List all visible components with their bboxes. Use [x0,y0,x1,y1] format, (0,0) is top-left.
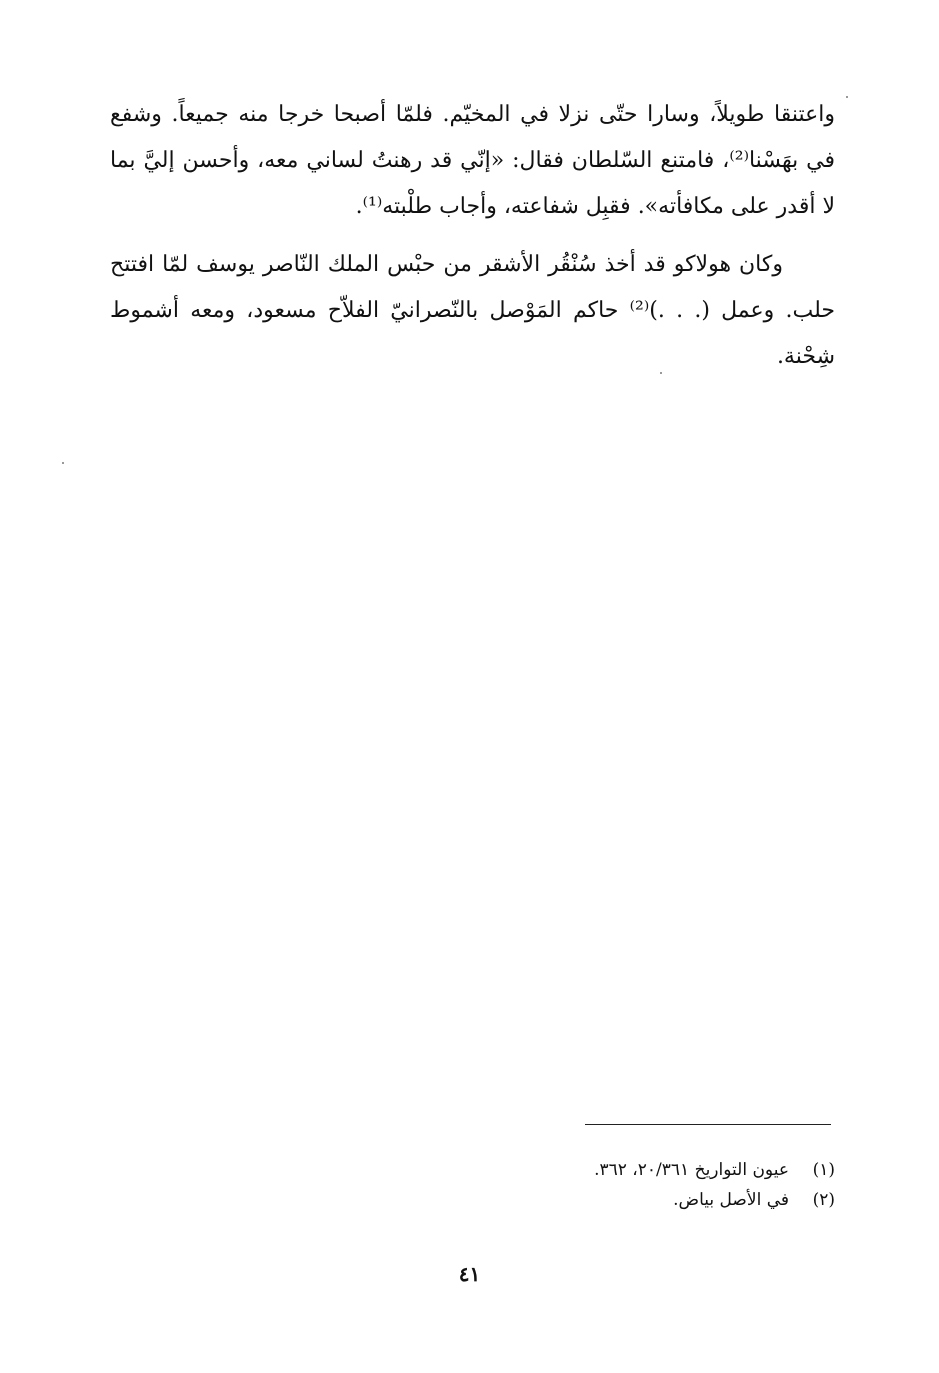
footnote-number: (١) [812,1160,835,1180]
footnote-text: في الأصل بياض. [673,1190,789,1210]
footnote-text: عيون التواريخ ٢٠/٣٦١، ٣٦٢. [594,1160,789,1180]
footnote-divider [585,1124,831,1125]
paragraph-2: وكان هولاكو قد أخذ سُنْقُر الأشقر من حبْس الملك النّاصر يوسف لمّا افتتح حلب. وعمل (. . .)⁽²⁾ حاكم المَوْصل بالنّصرانيّ الفلاّح مسعود، ومعه أشموط شِحْنة. [110,252,835,369]
footnote-1 [300,1155,835,1185]
main-text [110,92,835,380]
footnotes [300,1155,835,1215]
paragraph-1: واعتنقا طويلاً، وسارا حتّى نزلا في المخيّم. فلمّا أصبحا خرجا منه جميعاً. وشفع في بهَسْنا⁽²⁾، فامتنع السّلطان فقال: «إنّي قد رهنتُ لساني معه، وأحسن إليَّ بما لا أقدر على مكافأته». فقبِل شفاعته، وأجاب طلْبته⁽¹⁾. [110,102,835,219]
footnote-number: (٢) [812,1190,835,1210]
page-number: ٤١ [458,1262,481,1286]
footnote-2 [300,1185,835,1215]
